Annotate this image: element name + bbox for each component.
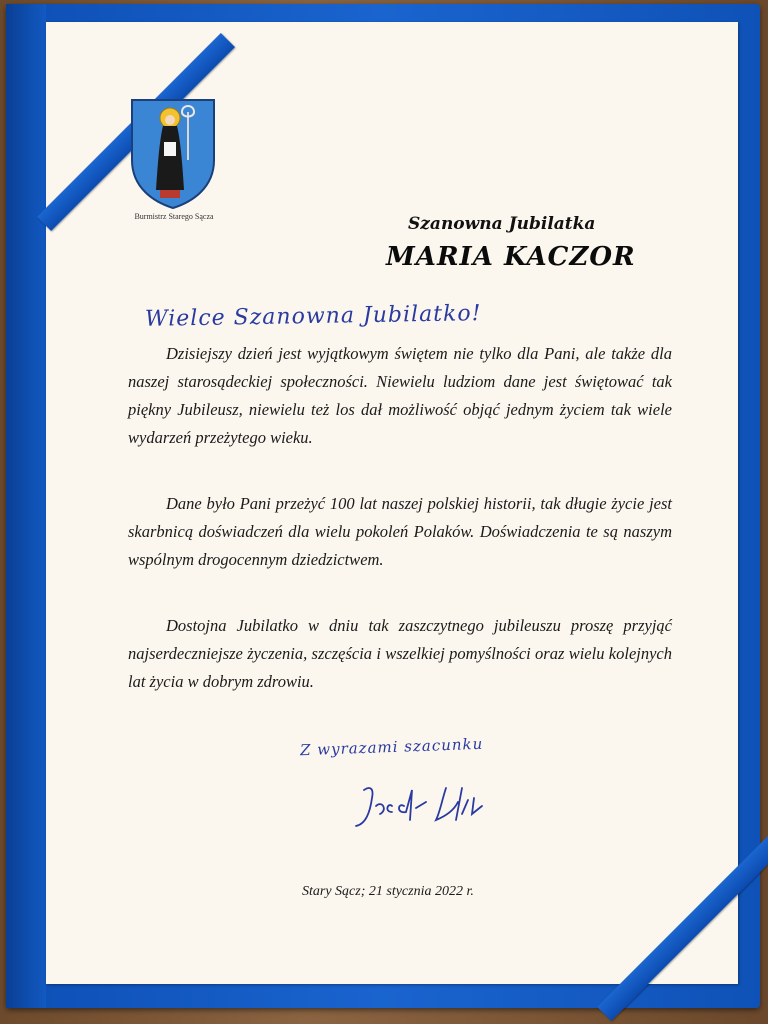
letter-paragraph: Dane było Pani przeżyć 100 lat naszej polskiej historii, tak długie życie jest skarbnicą doświadczeń dla wielu pokoleń Polaków. Doświadczenia te są naszym wspólnym drogocennym dziedzictwem. — [128, 494, 672, 569]
letter-paragraph: Dostojna Jubilatko w dniu tak zaszczytnego jubileuszu proszę przyjąć najserdeczniejsze życzenia, szczęścia i wszelkiej pomyślności oraz wielu kolejnych lat życia w dobrym zdrowiu. — [128, 616, 672, 691]
letter-paragraph: Dzisiejszy dzień jest wyjątkowym świętem nie tylko dla Pani, ale także dla naszej starosądeckiej społeczności. Niewielu ludziom dane jest świętować tak piękny Jubileusz, niewielu też los dał możliwość objąć jednym życiem tak wiele wydarzeń przeżytego wieku. — [128, 344, 672, 447]
town-coat-of-arms-icon — [130, 98, 216, 210]
addressee-line: Szanowna Jubilatka — [408, 214, 596, 234]
honoree-name: MARIA KACZOR — [386, 242, 636, 272]
letter-body — [128, 340, 672, 734]
dateline: Stary Sącz; 21 stycznia 2022 r. — [302, 884, 474, 899]
handwritten-greeting: Wielce Szanowna Jubilatko! — [144, 301, 482, 332]
folder-spine — [6, 4, 46, 1008]
handwritten-signature — [350, 780, 500, 834]
crest-caption: Burmistrz Starego Sącza — [134, 212, 214, 221]
handwritten-closing: Z wyrazami szacunku — [299, 734, 484, 760]
